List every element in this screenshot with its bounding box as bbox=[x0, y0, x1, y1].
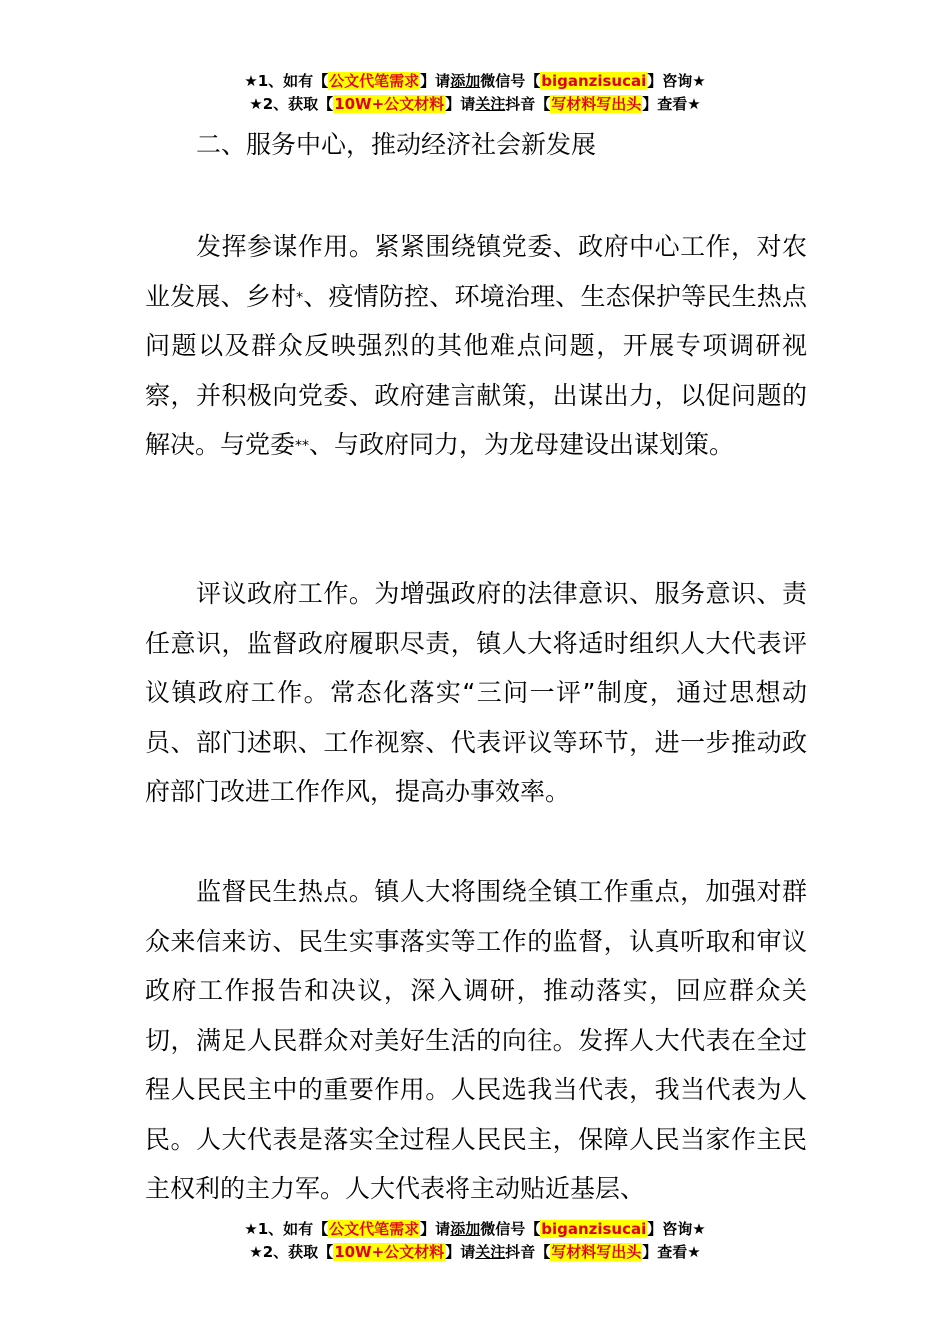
banner-line2-prefix: ★2、获取【 bbox=[249, 95, 334, 113]
paragraph-1-mark-2: ** bbox=[295, 438, 310, 454]
banner-line1-prefix: ★1、如有【 bbox=[244, 72, 329, 90]
banner-line2-highlight-douyin: 写材料写出头 bbox=[551, 95, 642, 113]
bottom-banner-line1-highlight-service: 公文代笔需求 bbox=[329, 1220, 420, 1238]
bottom-banner-line1-underline: 添加 bbox=[450, 1220, 481, 1238]
banner-line2-mid2: 抖音【 bbox=[505, 95, 551, 113]
banner-line-1 bbox=[0, 70, 950, 93]
bottom-banner-line1-suffix: 】咨询★ bbox=[647, 1220, 706, 1238]
banner-line1-suffix: 】咨询★ bbox=[647, 72, 706, 90]
banner-line2-highlight-materials: 10W+公文材料 bbox=[334, 95, 445, 113]
bottom-banner-line2-mid1: 】请 bbox=[445, 1243, 476, 1261]
bottom-banner-line1-prefix: ★1、如有【 bbox=[244, 1220, 329, 1238]
paragraph-advisory-role bbox=[145, 222, 807, 470]
banner-line1-highlight-wechat: biganzisucai bbox=[541, 72, 647, 90]
paragraph-1-part-3: 、与政府同力，为龙母建设出谋划策。 bbox=[309, 430, 735, 459]
banner-line1-mid1: 】请 bbox=[420, 72, 451, 90]
bottom-banner-line-1 bbox=[0, 1218, 950, 1241]
banner-line1-underline: 添加 bbox=[450, 72, 481, 90]
banner-line1-mid2: 微信号【 bbox=[480, 72, 541, 90]
bottom-banner-line2-prefix: ★2、获取【 bbox=[249, 1243, 334, 1261]
paragraph-1-part-2: 、疫情防控、环境治理、生态保护等民生热点问题以及群众反映强烈的其他难点问题，开展专项调研视察，并积极向党委、政府建言献策，出谋出力，以促问题的解决。与党委 bbox=[145, 281, 807, 459]
section-heading: 二、服务中心，推动经济社会新发展 bbox=[196, 130, 597, 159]
bottom-banner-line-2 bbox=[0, 1241, 950, 1264]
bottom-banner-line2-highlight-douyin: 写材料写出头 bbox=[551, 1243, 642, 1261]
banner-line-2 bbox=[0, 93, 950, 116]
banner-line2-underline: 关注 bbox=[475, 95, 506, 113]
bottom-banner-line2-mid2: 抖音【 bbox=[505, 1243, 551, 1261]
banner-line2-mid1: 】请 bbox=[445, 95, 476, 113]
paragraph-review-government: 评议政府工作。为增强政府的法律意识、服务意识、责任意识，监督政府履职尽责，镇人大将适时组织人大代表评议镇政府工作。常态化落实“三问一评”制度，通过思想动员、部门述职、工作视察、代表评议等环节，进一步推动政府部门改进工作作风，提高办事效率。 bbox=[145, 579, 807, 806]
bottom-banner-line2-underline: 关注 bbox=[475, 1243, 506, 1261]
paragraph-1-part-1: 发挥参谋作用。紧紧围绕镇党委、政府中心工作，对农业发展、乡村 bbox=[145, 232, 807, 311]
bottom-banner-line1-mid2: 微信号【 bbox=[480, 1220, 541, 1238]
bottom-banner-line2-suffix: 】查看★ bbox=[642, 1243, 701, 1261]
bottom-banner-line1-mid1: 】请 bbox=[420, 1220, 451, 1238]
bottom-banner bbox=[0, 1218, 950, 1264]
paragraph-supervise-livelihood: 监督民生热点。镇人大将围绕全镇工作重点，加强对群众来信来访、民生实事落实等工作的监督，认真听取和审议政府工作报告和决议，深入调研，推动落实，回应群众关切，满足人民群众对美好生活的向往。发挥人大代表在全过程人民民主中的重要作用。人民选我当代表，我当代表为人民。人大代表是落实全过程人民民主，保障人民当家作主民主权利的主力军。人大代表将主动贴近基层、 bbox=[145, 877, 807, 1203]
bottom-banner-line2-highlight-materials: 10W+公文材料 bbox=[334, 1243, 445, 1261]
top-banner bbox=[0, 70, 950, 116]
paragraph-1-mark-1: * bbox=[296, 289, 304, 306]
banner-line1-highlight-service: 公文代笔需求 bbox=[329, 72, 420, 90]
bottom-banner-line1-highlight-wechat: biganzisucai bbox=[541, 1220, 647, 1238]
banner-line2-suffix: 】查看★ bbox=[642, 95, 701, 113]
